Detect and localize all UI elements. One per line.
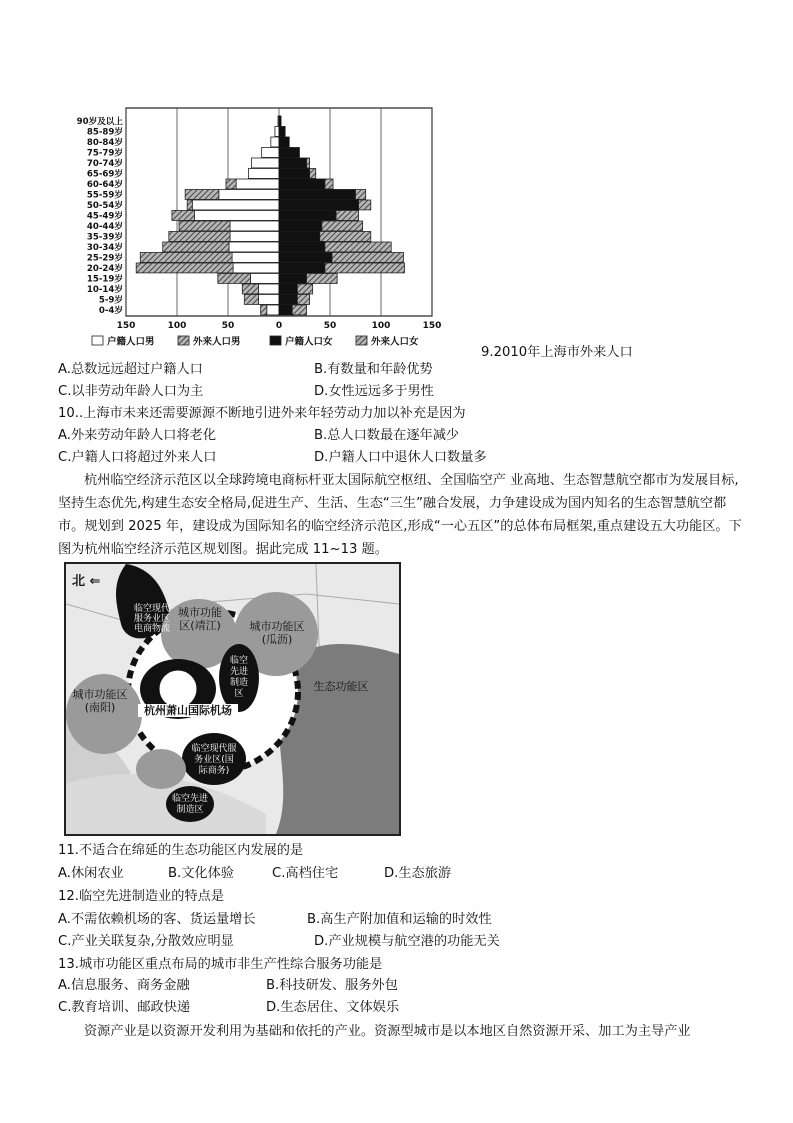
bar-migrant-female bbox=[297, 284, 312, 294]
q9-option-c: C.以非劳动年龄人口为主 bbox=[58, 384, 204, 399]
bar-registered-female bbox=[279, 127, 285, 137]
q13-option-d: D.生态居住、文体娱乐 bbox=[266, 1000, 400, 1015]
age-group-label: 25-29岁 bbox=[86, 253, 123, 264]
legend-label: 外来人口男 bbox=[193, 336, 241, 348]
population-pyramid-chart bbox=[60, 100, 450, 350]
age-group-label: 45-49岁 bbox=[86, 211, 123, 222]
bar-registered-male bbox=[250, 274, 279, 284]
legend-swatch bbox=[356, 336, 367, 345]
bar-registered-female bbox=[279, 190, 356, 200]
age-group-label: 80-84岁 bbox=[86, 138, 123, 148]
age-group-label: 85-89岁 bbox=[86, 127, 123, 138]
bar-registered-male bbox=[230, 221, 279, 231]
x-tick-label: 100 bbox=[371, 321, 391, 331]
bar-migrant-female bbox=[320, 232, 371, 242]
bar-migrant-male bbox=[187, 200, 192, 210]
zone-city-jingjiang: 城市功能区(靖江) bbox=[178, 606, 222, 632]
x-tick-label: 50 bbox=[323, 321, 337, 331]
bar-registered-male bbox=[236, 179, 279, 189]
bar-registered-female bbox=[279, 295, 297, 305]
bar-migrant-female bbox=[307, 274, 338, 284]
q13-option-b: B.科技研发、服务外包 bbox=[266, 978, 398, 993]
bar-registered-female bbox=[279, 148, 299, 158]
zone-ecological: 生态功能区 bbox=[313, 680, 369, 693]
passage-resource-industry: 资源产业是以资源开发利用为基础和依托的产业。资源型城市是以本地区自然资源开采、加工为主导产业 bbox=[84, 1024, 691, 1039]
bar-registered-male bbox=[194, 211, 279, 221]
bar-migrant-female bbox=[322, 221, 363, 231]
x-tick-label: 0 bbox=[275, 321, 283, 331]
age-group-label: 5-9岁 bbox=[98, 295, 123, 306]
legend-swatch bbox=[178, 336, 189, 345]
bar-registered-male bbox=[233, 263, 279, 273]
bar-migrant-male bbox=[242, 284, 258, 294]
zone-city-guali: 城市功能区(瓜沥) bbox=[249, 620, 305, 646]
q11-option-a: A.休闲农业 bbox=[58, 866, 124, 881]
q9-option-b: B.有数量和年龄优势 bbox=[314, 362, 433, 377]
passage-hangzhou: 杭州临空经济示范区以全球跨境电商标杆亚太国际航空枢纽、全国临空产 业高地、生态智慧航空都市为发展目标,坚持生态优先,构建生态安全格局,促进生产、生活、生态“三生”融合发展，力争建设成为国内知名的生态智慧航空都市。规划到 2025 年，建设成为国际知名的临空经济示范区,形成“一心五区”的总体布局框架,重点建设五大功能区。下图为杭州临空经济示范区规划图。据此完成 11~13 题。 bbox=[58, 473, 742, 557]
x-tick-label: 50 bbox=[221, 321, 235, 331]
bar-registered-male bbox=[267, 305, 279, 315]
bar-migrant-female bbox=[297, 295, 309, 305]
bar-migrant-male bbox=[179, 221, 230, 231]
bar-migrant-female bbox=[292, 305, 306, 315]
bar-migrant-male bbox=[163, 242, 229, 252]
question-11-stem: 11.不适合在绵延的生态功能区内发展的是 bbox=[58, 843, 304, 858]
q13-option-a: A.信息服务、商务金融 bbox=[58, 978, 190, 993]
legend-swatch bbox=[92, 336, 103, 345]
bar-migrant-male bbox=[226, 179, 236, 189]
age-group-label: 75-79岁 bbox=[86, 148, 123, 159]
q9-option-a: A.总数远远超过户籍人口 bbox=[58, 362, 203, 377]
bar-migrant-male bbox=[244, 295, 258, 305]
age-group-label: 0-4岁 bbox=[98, 306, 123, 316]
bar-registered-female bbox=[279, 211, 336, 221]
age-group-label: 70-74岁 bbox=[86, 159, 123, 169]
age-group-label: 35-39岁 bbox=[86, 232, 123, 243]
bar-migrant-male bbox=[172, 211, 194, 221]
q11-option-c: C.高档住宅 bbox=[272, 866, 339, 881]
zone-airside-service-logistics: 临空现代服务业区电商物流 bbox=[133, 604, 170, 634]
legend-swatch bbox=[270, 336, 281, 345]
airport-zone-map bbox=[64, 562, 401, 836]
bar-registered-male bbox=[259, 284, 279, 294]
bar-registered-female bbox=[279, 169, 310, 179]
x-tick-label: 100 bbox=[167, 321, 187, 331]
q10-option-c: C.户籍人口将超过外来人口 bbox=[58, 450, 217, 465]
bar-registered-female bbox=[279, 179, 325, 189]
age-group-label: 10-14岁 bbox=[86, 285, 123, 295]
legend-label: 户籍人口男 bbox=[107, 336, 155, 348]
bar-registered-female bbox=[279, 305, 292, 315]
age-group-label: 60-64岁 bbox=[86, 180, 123, 190]
question-10-stem: 10..上海市未来还需要源源不断地引进外来年轻劳动力加以补充是因为 bbox=[58, 406, 466, 421]
q11-option-d: D.生态旅游 bbox=[384, 866, 452, 881]
bar-registered-male bbox=[229, 242, 279, 252]
age-group-label: 40-44岁 bbox=[86, 222, 123, 232]
q10-option-a: A.外来劳动年龄人口将老化 bbox=[58, 428, 217, 443]
q12-option-d: D.产业规模与航空港的功能无关 bbox=[314, 934, 500, 949]
legend-label: 户籍人口女 bbox=[285, 336, 333, 348]
x-tick-label: 150 bbox=[422, 321, 442, 331]
bar-migrant-female bbox=[325, 242, 391, 252]
bar-registered-female bbox=[279, 137, 289, 147]
bar-registered-female bbox=[279, 116, 281, 126]
bar-registered-female bbox=[279, 242, 325, 252]
bar-registered-male bbox=[262, 148, 279, 158]
bar-registered-female bbox=[279, 232, 320, 242]
bar-registered-female bbox=[279, 263, 325, 273]
bar-registered-female bbox=[279, 284, 297, 294]
q10-option-d: D.户籍人口中退休人口数量多 bbox=[314, 450, 487, 465]
bar-registered-female bbox=[279, 200, 359, 210]
bar-registered-female bbox=[279, 274, 307, 284]
age-group-label: 15-19岁 bbox=[86, 274, 123, 285]
q12-option-b: B.高生产附加值和运输的时效性 bbox=[307, 912, 492, 927]
age-group-label: 55-59岁 bbox=[86, 190, 123, 201]
q10-option-b: B.总人口数最在逐年减少 bbox=[314, 428, 460, 443]
age-group-label: 90岁及以上 bbox=[76, 117, 123, 127]
bar-migrant-female bbox=[307, 158, 310, 168]
bar-migrant-male bbox=[136, 263, 233, 273]
zone-xiaoshan-airport: 杭州萧山国际机场 bbox=[138, 704, 238, 717]
bar-registered-male bbox=[275, 127, 279, 137]
q13-option-c: C.教育培训、邮政快递 bbox=[58, 1000, 191, 1015]
bar-registered-male bbox=[230, 232, 279, 242]
legend-label: 外来人口女 bbox=[371, 336, 419, 348]
bar-registered-male bbox=[192, 200, 279, 210]
bar-migrant-male bbox=[218, 274, 251, 284]
zone-airside-service-business: 临空现代服务业区(国际商务) bbox=[191, 744, 237, 776]
bar-migrant-male bbox=[169, 232, 230, 242]
bar-migrant-female bbox=[332, 253, 403, 263]
question-13-stem: 13.城市功能区重点布局的城市非生产性综合服务功能是 bbox=[58, 957, 383, 972]
bar-registered-male bbox=[251, 158, 279, 168]
question-12-stem: 12.临空先进制造业的特点是 bbox=[58, 889, 225, 904]
zone-advanced-manufacturing-2: 临空先进制造区 bbox=[172, 794, 209, 815]
north-arrow-icon: 北 ⇐ bbox=[72, 574, 101, 589]
bar-registered-male bbox=[271, 137, 279, 147]
bar-migrant-male bbox=[185, 190, 219, 200]
age-group-label: 50-54岁 bbox=[86, 201, 123, 211]
zone-city-nanyang: 城市功能区(南阳) bbox=[72, 688, 128, 714]
bar-registered-female bbox=[279, 221, 322, 231]
bar-migrant-female bbox=[310, 169, 316, 179]
bar-registered-male bbox=[219, 190, 279, 200]
bar-registered-male bbox=[232, 253, 279, 263]
bar-migrant-female bbox=[325, 263, 405, 273]
bar-migrant-male bbox=[140, 253, 232, 263]
zone-advanced-manufacturing-1: 临空先进制造区 bbox=[229, 656, 248, 699]
bar-migrant-female bbox=[336, 211, 358, 221]
bar-registered-female bbox=[279, 158, 307, 168]
q9-option-d: D.女性远远多于男性 bbox=[314, 384, 434, 399]
age-group-label: 30-34岁 bbox=[86, 243, 123, 253]
x-tick-label: 150 bbox=[116, 321, 136, 331]
bar-migrant-male bbox=[261, 305, 267, 315]
bar-registered-male bbox=[248, 169, 279, 179]
bar-migrant-female bbox=[359, 200, 371, 210]
age-group-label: 65-69岁 bbox=[86, 169, 123, 180]
age-group-label: 20-24岁 bbox=[86, 264, 123, 274]
bar-migrant-female bbox=[356, 190, 366, 200]
bar-registered-female bbox=[279, 253, 332, 263]
bar-migrant-female bbox=[325, 179, 333, 189]
bar-registered-male bbox=[259, 295, 279, 305]
q11-option-b: B.文化体验 bbox=[168, 866, 234, 881]
question-9-stem: 9.2010年上海市外来人口 bbox=[481, 345, 633, 360]
q12-option-a: A.不需依赖机场的客、货运量增长 bbox=[58, 912, 256, 927]
q12-option-c: C.产业关联复杂,分散效应明显 bbox=[58, 934, 234, 949]
